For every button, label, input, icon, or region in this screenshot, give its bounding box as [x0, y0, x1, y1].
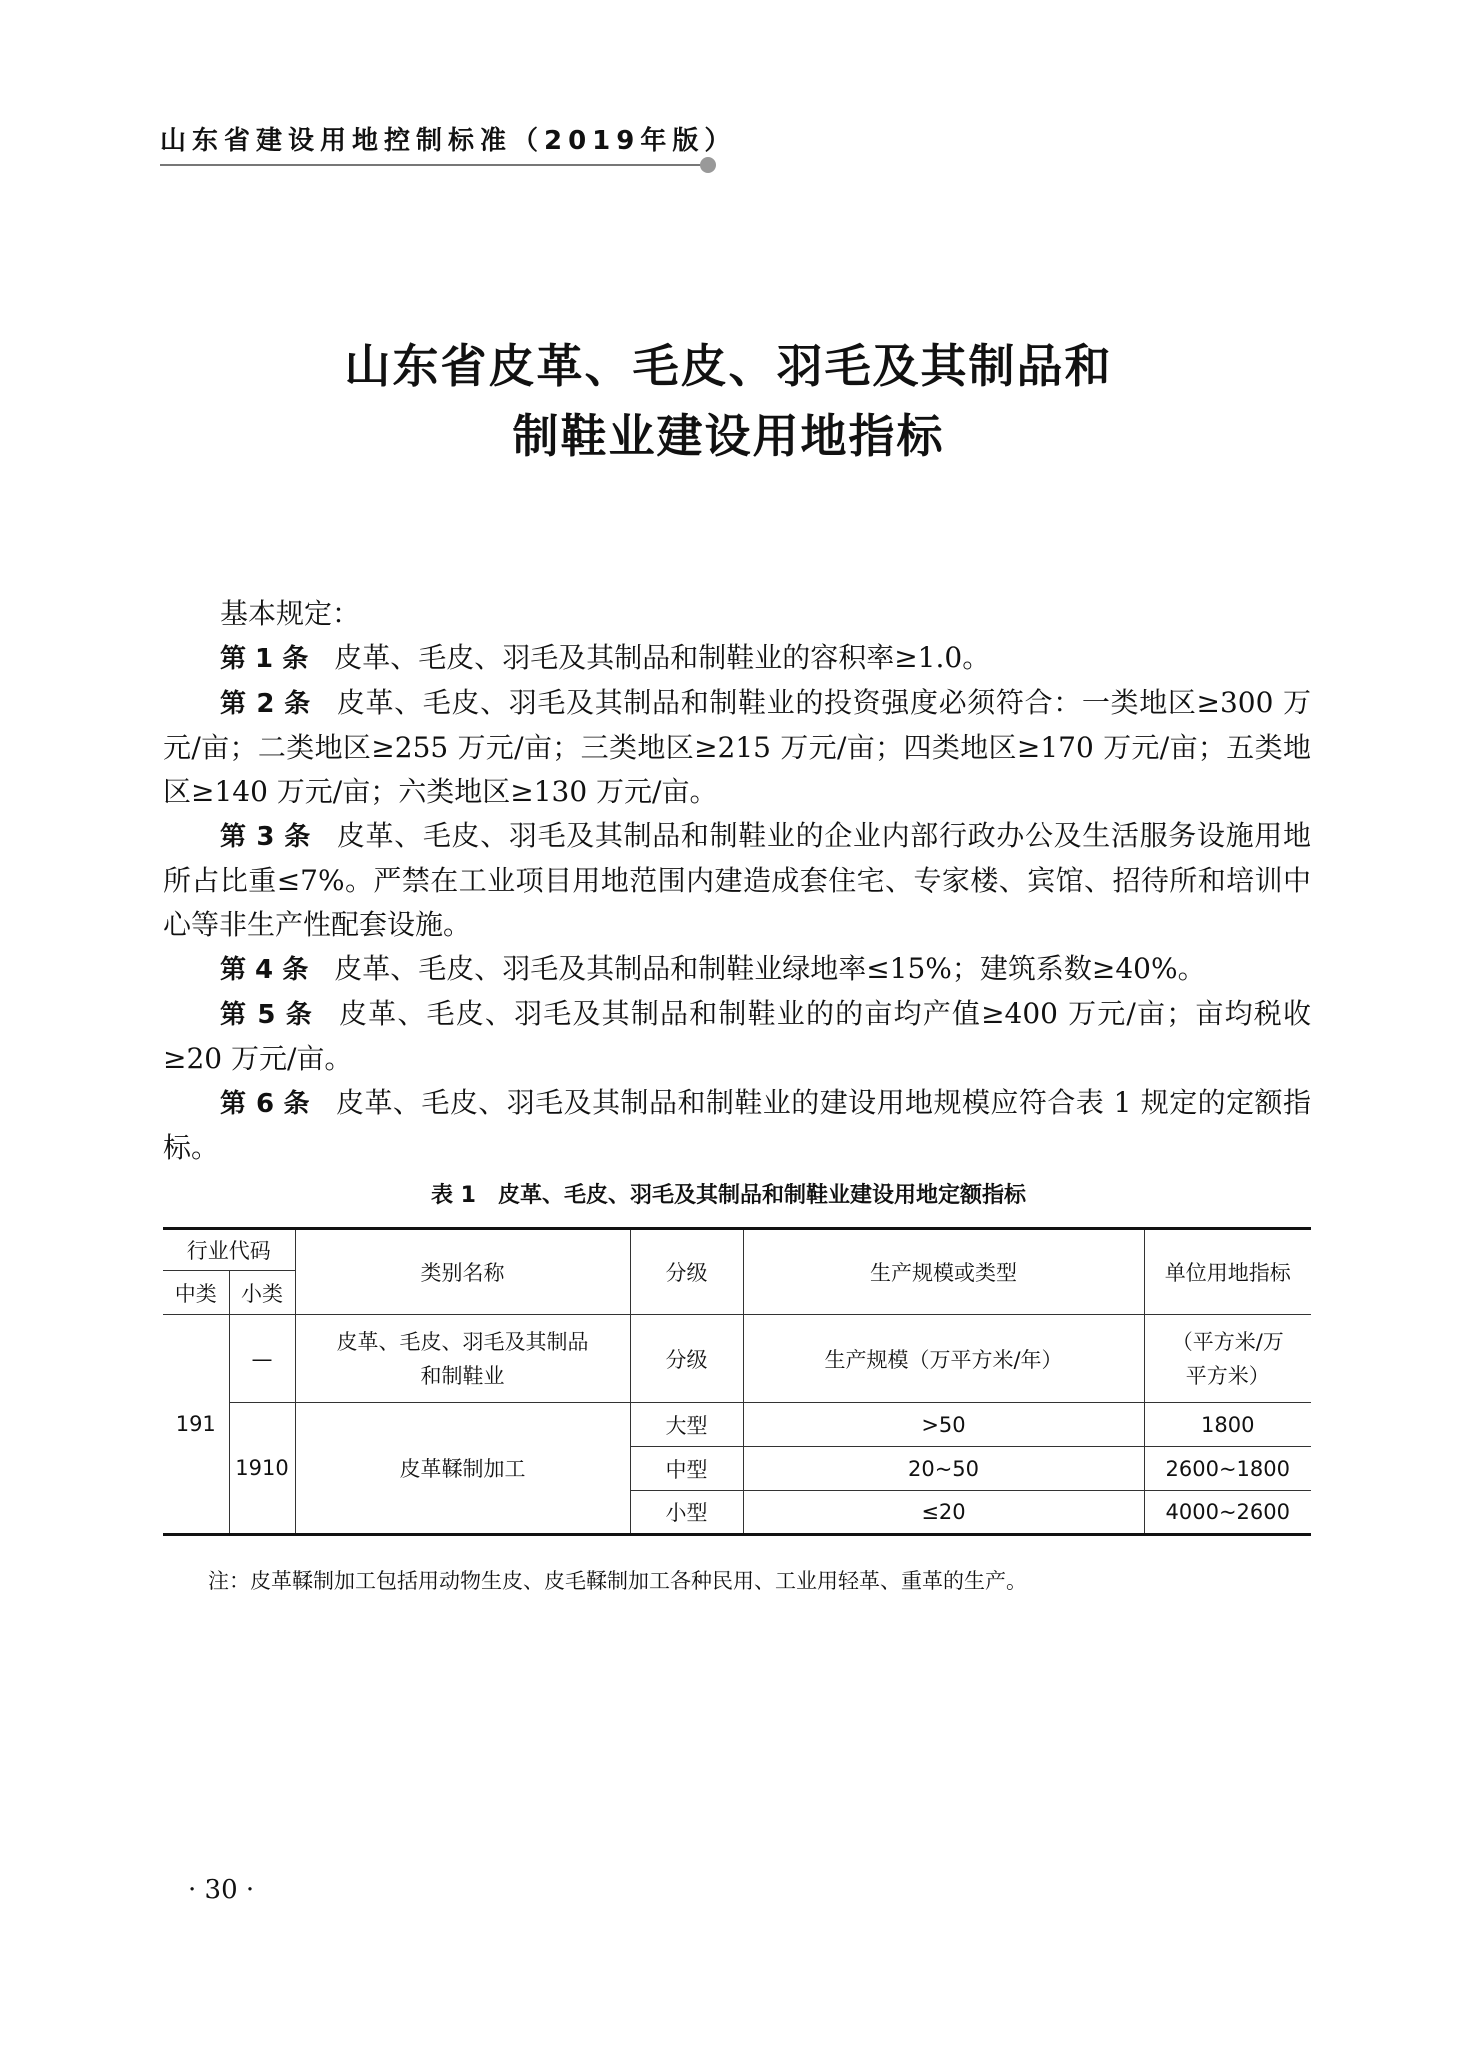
row-index: 4000~2600 [1144, 1491, 1311, 1535]
article-label: 第 2 条 [220, 689, 311, 719]
row-index: 2600~1800 [1144, 1447, 1311, 1491]
header-mid-class: 中类 [163, 1271, 229, 1315]
article-text: 皮革、毛皮、羽毛及其制品和制鞋业绿地率≤15%；建筑系数≥40%。 [334, 952, 1206, 985]
table-header-row [163, 1229, 1311, 1271]
page-number: · 30 · [188, 1875, 255, 1905]
article-4 [163, 947, 1311, 992]
article-text: 皮革、毛皮、羽毛及其制品和制鞋业的的亩均产值≥400 万元/亩；亩均税收≥20 万元/亩。 [163, 997, 1311, 1075]
unit-grade: 分级 [630, 1315, 743, 1403]
header-dot [700, 157, 716, 173]
article-label: 第 4 条 [220, 955, 309, 985]
article-2 [163, 681, 1311, 814]
article-6 [163, 1081, 1311, 1170]
article-1 [163, 636, 1311, 681]
article-label: 第 3 条 [220, 822, 311, 852]
page-title-line-2: 制鞋业建设用地指标 [512, 409, 945, 463]
table-caption: 表 1 皮革、毛皮、羽毛及其制品和制鞋业建设用地定额指标 [431, 1183, 1026, 1208]
article-text: 皮革、毛皮、羽毛及其制品和制鞋业的建设用地规模应符合表 1 规定的定额指标。 [163, 1086, 1311, 1164]
page-title-line-1: 山东省皮革、毛皮、羽毛及其制品和 [344, 339, 1113, 393]
article-text: 皮革、毛皮、羽毛及其制品和制鞋业的企业内部行政办公及生活服务设施用地所占比重≤7%。严禁在工业项目用地范围内建造成套住宅、专家楼、宾馆、招待所和培训中心等非生产性配套设施。 [163, 819, 1311, 941]
land-index-table [163, 1227, 1311, 1536]
row-grade: 大型 [630, 1403, 743, 1447]
basic-rules-heading: 基本规定： [220, 597, 361, 630]
article-label: 第 1 条 [220, 644, 309, 674]
article-text: 皮革、毛皮、羽毛及其制品和制鞋业的容积率≥1.0。 [334, 641, 991, 674]
running-header: 山东省建设用地控制标准（2019年版） [160, 126, 737, 156]
row-scale: ≤20 [743, 1491, 1144, 1535]
article-text: 皮革、毛皮、羽毛及其制品和制鞋业的投资强度必须符合：一类地区≥300 万元/亩；二类地区≥255 万元/亩；三类地区≥215 万元/亩；四类地区≥170 万元/亩；五类地区≥140 万元/亩；六类地区≥130 万元/亩。 [163, 686, 1311, 808]
unit-scale: 生产规模（万平方米/年） [743, 1315, 1144, 1403]
article-3 [163, 814, 1311, 947]
unit-unit: （平方米/万平方米） [1144, 1315, 1311, 1403]
row-scale: 20~50 [743, 1447, 1144, 1491]
table-row [163, 1403, 1311, 1447]
article-5 [163, 992, 1311, 1081]
table-note: 注：皮革鞣制加工包括用动物生皮、皮毛鞣制加工各种民用、工业用轻革、重革的生产。 [208, 1569, 1027, 1593]
header-scale-type: 生产规模或类型 [743, 1229, 1144, 1315]
header-category-name: 类别名称 [295, 1229, 630, 1315]
unit-category-name: 皮革、毛皮、羽毛及其制品和制鞋业 [295, 1315, 630, 1403]
article-label: 第 6 条 [220, 1089, 311, 1119]
header-sub-class: 小类 [229, 1271, 295, 1315]
body-text [163, 592, 1311, 1170]
mid-class-code: 191 [163, 1315, 229, 1535]
row-index: 1800 [1144, 1403, 1311, 1447]
row-grade: 小型 [630, 1491, 743, 1535]
header-grade: 分级 [630, 1229, 743, 1315]
article-label: 第 5 条 [220, 1000, 313, 1030]
header-rule [160, 164, 708, 166]
row-grade: 中型 [630, 1447, 743, 1491]
unit-sub-class: — [229, 1315, 295, 1403]
row-scale: >50 [743, 1403, 1144, 1447]
sub-class-name: 皮革鞣制加工 [295, 1403, 630, 1535]
table-unit-row [163, 1315, 1311, 1403]
header-industry-code: 行业代码 [163, 1229, 295, 1271]
sub-class-code: 1910 [229, 1403, 295, 1535]
header-land-index: 单位用地指标 [1144, 1229, 1311, 1315]
